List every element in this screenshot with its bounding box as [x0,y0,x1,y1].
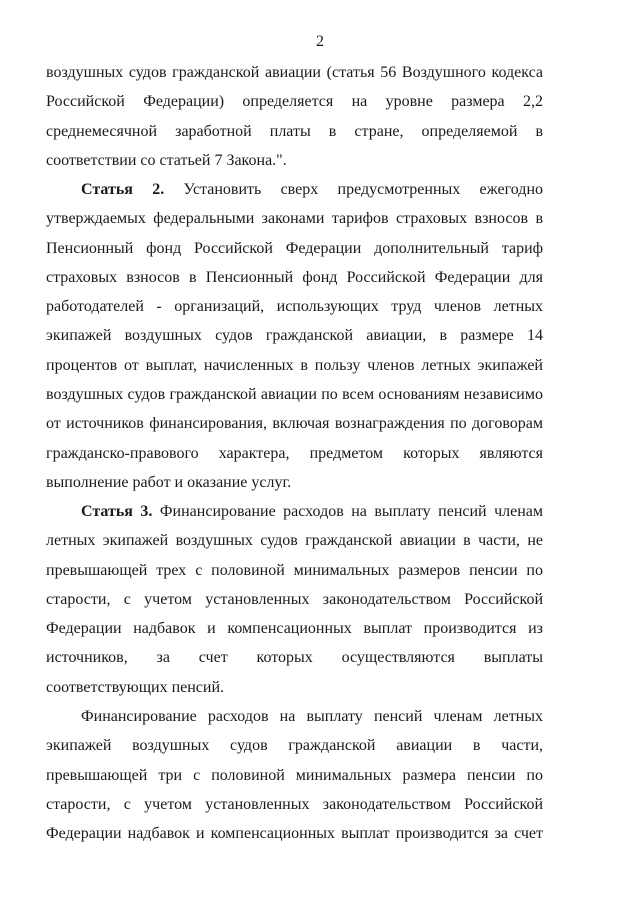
article-2-label: Статья 2. [81,181,165,198]
text-line: утверждаемых федеральными законами тарифов страховых взносов в [46,210,543,228]
text-line: Федерации надбавок и компенсационных выплат производится из [46,620,543,638]
text-line: гражданско-правового характера, предметом которых являются [46,444,543,462]
text-line: Федерации надбавок и компенсационных выплат производится за счет [46,825,543,843]
text-line: экипажей воздушных судов гражданской авиации в части, [46,737,543,755]
text-line: соответствии со статьей 7 Закона.". [46,151,287,169]
text-line: воздушных судов гражданской авиации (статья 56 Воздушного кодекса [46,64,543,81]
text-line: старости, с учетом установленных законодательством Российской [46,590,543,608]
paragraph-financing [46,702,543,848]
text-line: выполнение работ и оказание услуг. [46,473,292,491]
text-line: соответствующих пенсий. [46,678,225,696]
text-line: страховых взносов в Пенсионный фонд Российской Федерации для [46,268,543,286]
text-line: от источников финансирования, включая вознаграждения по договорам [46,415,543,433]
text-line: процентов от выплат, начисленных в пользу членов летных экипажей [46,356,543,374]
text-line: источников, за счет которых осуществляются выплаты [46,649,543,667]
text-line [46,702,543,731]
article-3-label: Статья 3. [81,503,153,520]
text-line: среднемесячной заработной платы в стране, определяемой в [46,122,543,140]
text-line [46,497,543,526]
article-3 [46,497,543,702]
article-3-first-line: Финансирование расходов на выплату пенсий членам [159,503,543,520]
paragraph-continuation [46,58,543,175]
article-2-first-line: Установить сверх предусмотренных ежегодно [183,181,544,198]
page-number: 2 [316,33,324,50]
article-2 [46,175,543,497]
text-line: летных экипажей воздушных судов гражданской авиации в части, не [46,532,543,550]
text-line: превышающей трех с половиной минимальных размеров пенсии по [46,561,543,579]
text-line [46,175,543,204]
paragraph-financing-first-line: Финансирование расходов на выплату пенсий членам летных [81,708,543,725]
text-line: старости, с учетом установленных законодательством Российской [46,795,543,813]
text-line: работодателей - организаций, использующих труд членов летных [46,298,543,316]
text-line: Российской Федерации) определяется на уровне размера 2,2 [46,93,543,111]
text-line: экипажей воздушных судов гражданской авиации, в размере 14 [46,327,543,345]
text-line: Пенсионный фонд Российской Федерации дополнительный тариф [46,239,543,257]
text-line: воздушных судов гражданской авиации по всем основаниям независимо [46,386,543,404]
text-line: превышающей три с половиной минимальных размера пенсии по [46,766,543,784]
